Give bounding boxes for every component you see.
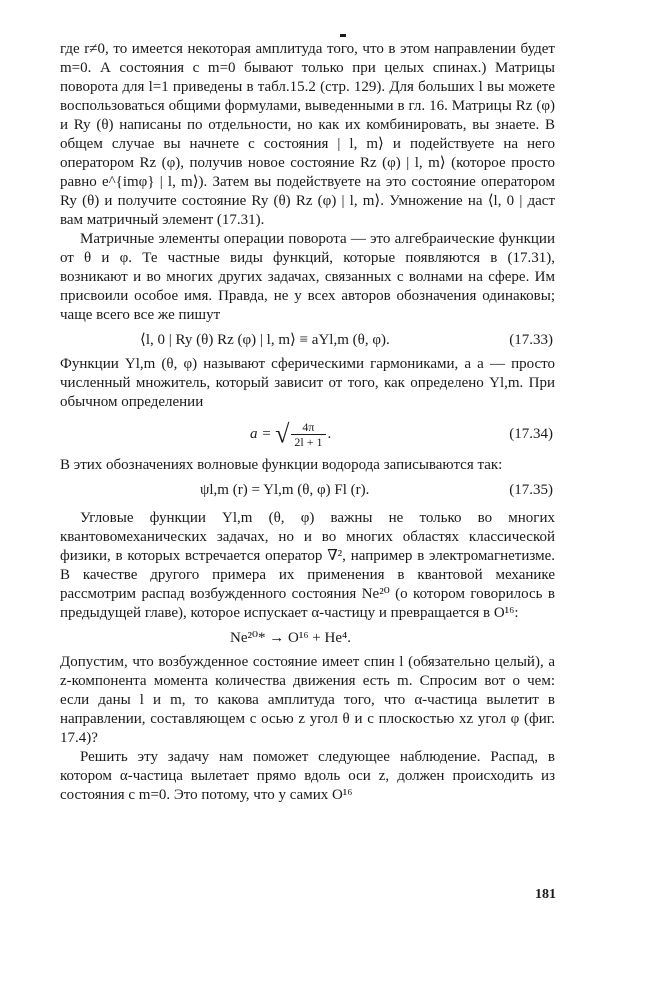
paragraph-2: Матричные элементы операции поворота — это алгебраические функции от θ и φ. Те частные виды функций, которые появляются в (17.31), возникают и во многих других задачах, связанных с волнами на сфере. Им присвоили особое имя. Правда, не у всех авторов обозначения одинаковы; чаще всего все же пишут <box>60 231 555 323</box>
reaction-formula: Ne²⁰* → O¹⁶ + He⁴. <box>230 630 351 646</box>
sqrt-symbol: √ <box>275 419 290 449</box>
paragraph-4: В этих обозначениях волновые функции водорода записываются так: <box>60 457 503 473</box>
equation-17-35-formula: ψl,m (r) = Yl,m (θ, φ) Fl (r). <box>200 482 370 498</box>
reaction-equation <box>60 623 555 653</box>
equation-17-33 <box>60 325 555 355</box>
equation-17-34 <box>60 412 555 456</box>
equation-17-34-lhs: a = <box>250 426 272 442</box>
stray-mark <box>340 34 346 37</box>
equation-17-34-fraction <box>291 420 325 449</box>
paragraph-6: Допустим, что возбужденное состояние имеет спин l (обязательно целый), а z-компонента момента количества движения есть m. Спросим вот о чем: если даны l и m, то какова амплитуда того, что α-частица вылетит в направлении, составляющем с осью z угол θ и с плоскостью xz угол φ (фиг. 17.4)? <box>60 654 555 746</box>
equation-17-33-formula: ⟨l, 0 | Ry (θ) Rz (φ) | l, m⟩ ≡ aYl,m (θ, φ). <box>140 332 390 348</box>
fraction-numerator: 4π <box>291 420 325 435</box>
fraction-denominator: 2l + 1 <box>294 435 323 450</box>
equation-17-35-number: (17.35) <box>509 482 553 498</box>
equation-17-34-tail: . <box>327 426 332 442</box>
paragraph-7: Решить эту задачу нам поможет следующее наблюдение. Распад, в котором α-частица вылетает прямо вдоль оси z, должен происходить из состояния с m=0. Это потому, что у самих O¹⁶ <box>60 749 555 803</box>
paragraph-5: Угловые функции Yl,m (θ, φ) важны не только во многих квантовомеханических задачах, но и во многих областях классической физики, в которых встречается оператор ∇², например в электромагнетизме. В качестве другого примера их применения в квантовой механике рассмотрим распад возбужденного состояния Ne²⁰ (о котором говорилось в предыдущей главе), которое испускает α-частицу и превращается в O¹⁶: <box>60 510 555 621</box>
equation-17-33-number: (17.33) <box>509 332 553 348</box>
page-number: 181 <box>535 887 556 902</box>
page-body <box>60 40 555 805</box>
paragraph-1: где r≠0, то имеется некоторая амплитуда того, что в этом направлении будет m=0. А состояния с m=0 бывают только при целых спинах.) Матрицы поворота для l=1 приведены в табл.15.2 (стр. 129). Для больших l вы можете воспользоваться общими формулами, выведенными в гл. 16. Матрицы Rz (φ) и Ry (θ) написаны по отдельности, но как их комбинировать, вы знаете. В общем случае вы начнете с состояния | l, m⟩ и подействуете на него оператором Rz (φ), получив новое состояние Rz (φ) | l, m⟩ (которое просто равно e^{imφ} | l, m⟩). Затем вы подействуете на это состояние оператором Ry (θ) и получите состояние Ry (θ) Rz (φ) | l, m⟩. Умножение на ⟨l, 0 | даст вам матричный элемент (17.31). <box>60 41 555 228</box>
equation-17-34-number: (17.34) <box>509 426 553 442</box>
equation-17-35 <box>60 475 555 505</box>
equation-17-34-formula <box>250 412 331 457</box>
paragraph-3: Функции Yl,m (θ, φ) называют сферическими гармониками, а a — просто численный множитель, который зависит от того, как определено Yl,m. При обычном определении <box>60 356 555 410</box>
